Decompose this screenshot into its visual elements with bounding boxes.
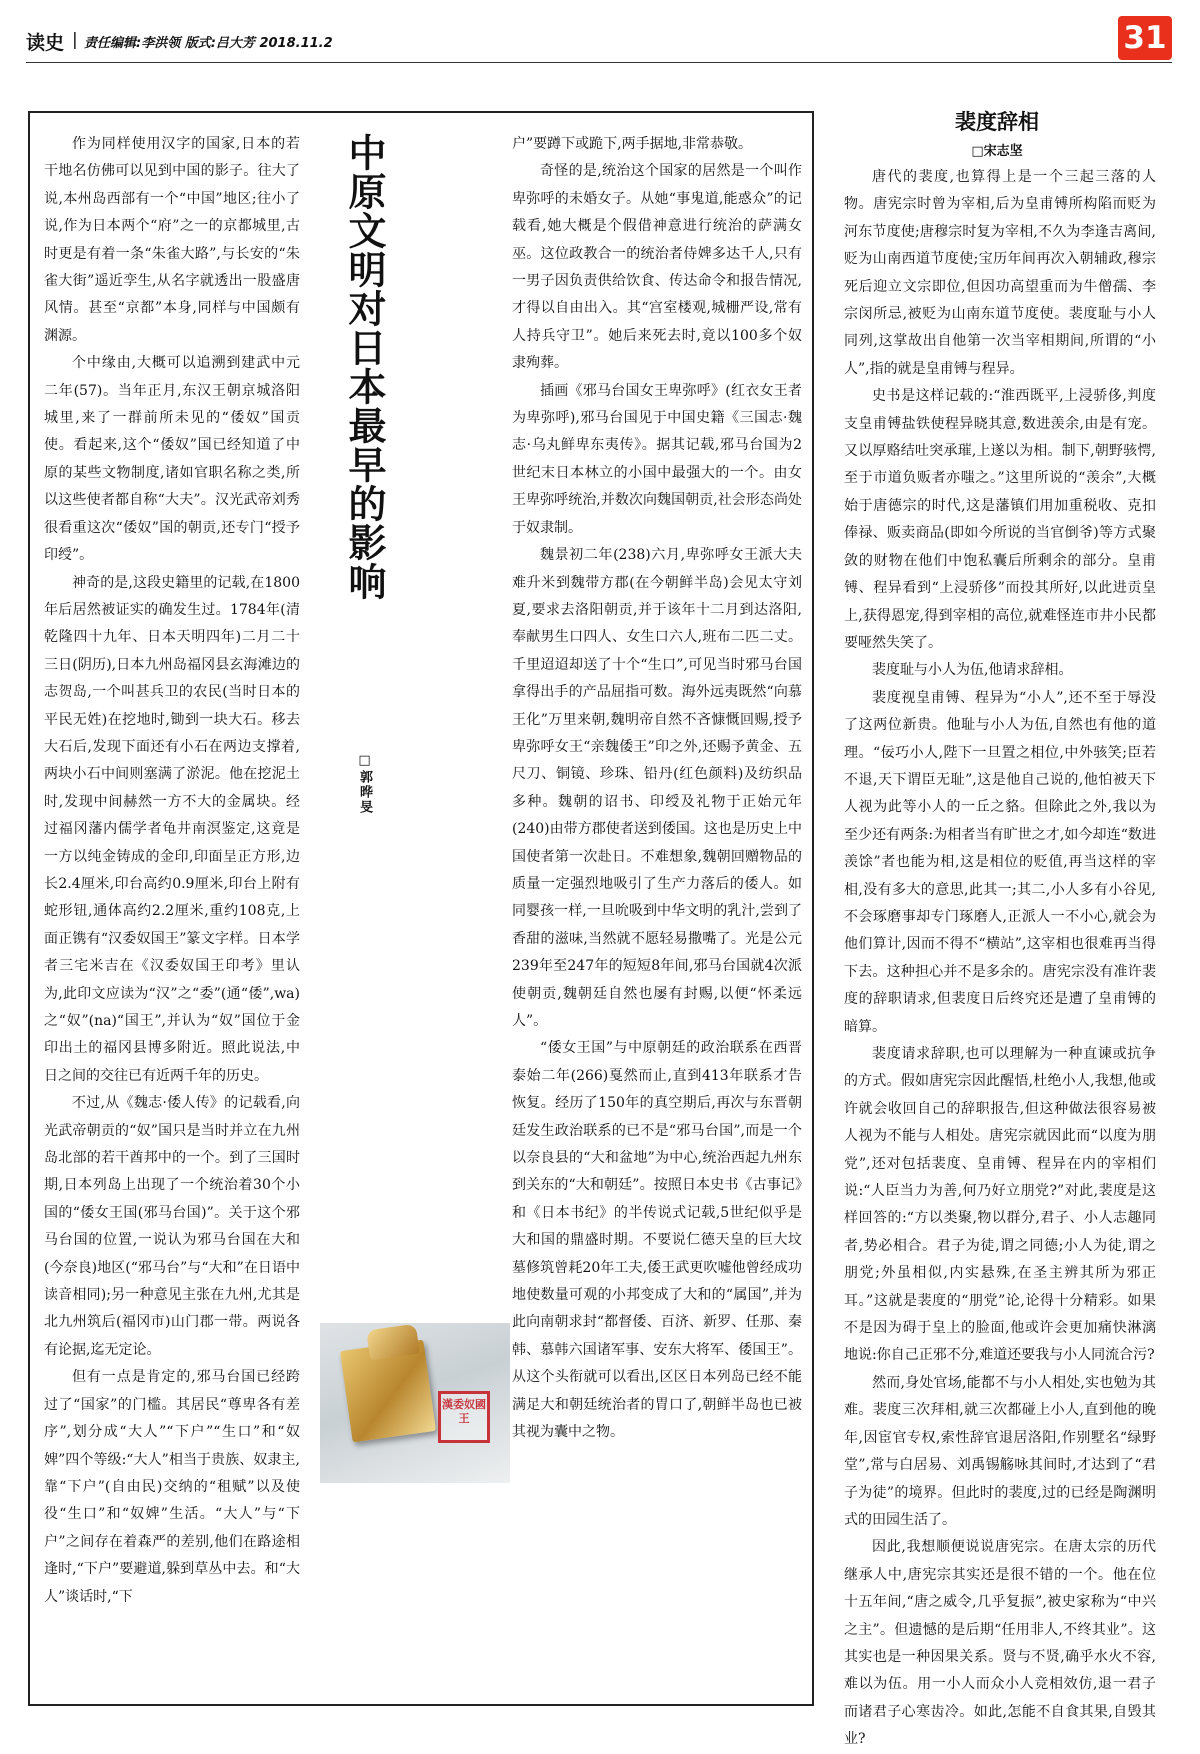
main-article-column-2	[512, 131, 802, 1447]
seal-impression-stamp	[438, 1391, 490, 1443]
paragraph: 然而,身处官场,能都不与小人相处,实也勉为其难。裴度三次拜相,就三次都碰上小人,直到他的晚年,因宦官专权,索性辞官退居洛阳,作别墅名“绿野堂”,常与白居易、刘禹锡觞咏其间时,才达到了“君子为徒”的境界。但此时的裴度,过的已经是陶渊明式的田园生活了。	[844, 1374, 1156, 1528]
main-article-author: □郭晔旻	[357, 753, 372, 815]
side-article-author: □宋志坚	[971, 144, 1023, 159]
paragraph: 因此,我想顺便说说唐宪宗。在唐太宗的历代继承人中,唐宪宗其实还是很不错的一个。他在位十五年间,“唐之威令,几乎复振”,被史家称为“中兴之主”。但遗憾的是后期“任用非人,不终其业”。这其实也是一种因果关系。贤与不贤,确乎水火不容,难以为伍。用一小人而众小人竞相效仿,退一君子而诸君子心寒齿冷。如此,怎能不自食其果,自毁其业?	[844, 1539, 1156, 1748]
paragraph: “倭女王国”与中原朝廷的政治联系在西晋泰始二年(266)戛然而止,直到413年联系才告恢复。经历了150年的真空期后,再次与东晋朝廷发生政治联系的已不是“邪马台国”,而是一个以奈良县的“大和盆地”为中心,统治西起九州东到关东的“大和朝廷”。按照日本史书《古事记》和《日本书纪》的半传说式记载,5世纪似乎是大和国的鼎盛时期。不要说仁德天皇的巨大坟墓修筑曾耗20年工夫,倭王武更吹嘘他曾经成功地使数量可观的小邦变成了大和的“属国”,并为此向南朝求封“都督倭、百济、新罗、任那、秦韩、慕韩六国诸军事、安东大将军、倭国王”。从这个头衔就可以看出,区区日本列岛已经不能满足大和朝廷统治者的胃口了,朝鲜半岛也已被其视为囊中之物。	[512, 1040, 802, 1441]
paragraph: 奇怪的是,统治这个国家的居然是一个叫作卑弥呼的未婚女子。从她“事鬼道,能惑众”的记载看,她大概是个假借神意进行统治的萨满女巫。这位政教合一的统治者侍婢多达千人,只有一男子因负责供给饮食、传达命令和报告情况,才得以自由出入。其“宫室楼观,城栅严设,常有人持兵守卫”。她后来死去时,竟以100多个奴隶殉葬。	[512, 163, 802, 372]
paragraph: 神奇的是,这段史籍里的记载,在1800年后居然被证实的确发生过。1784年(清乾隆四十九年、日本天明四年)二月二十三日(阴历),日本九州岛福冈县玄海滩边的志贺岛,一个叫甚兵卫的农民(当时日本的平民无姓)在挖地时,锄到一块大石。移去大石后,发现下面还有小石在两边支撑着,两块小石中间则塞满了淤泥。他在挖泥土时,发现中间赫然一方不大的金属块。经过福冈藩内儒学者龟井南溟鉴定,这竟是一方以纯金铸成的金印,印面呈正方形,边长2.4厘米,印台高约0.9厘米,印台上附有蛇形钮,通体高约2.2厘米,重约108克,上面正镌有“汉委奴国王”篆文字样。日本学者三宅米吉在《汉委奴国王印考》里认为,此印文应读为“汉”之“委”(通“倭”,wa)之“奴”(na)“国王”,并认为“奴”国位于金印出土的福冈县博多附近。照此说法,中日之间的交往已有近两千年的历史。	[44, 574, 300, 1084]
section-name: 读史	[26, 32, 65, 54]
paragraph: 唐代的裴度,也算得上是一个三起三落的人物。唐宪宗时曾为宰相,后为皇甫镈所构陷而贬为河东节度使;唐穆宗时复为宰相,不久为李逢吉离间,贬为山南西道节度使;宝历年间再次入朝辅政,穆宗死后迎立文宗即位,但因功高望重而为牛僧孺、李宗闵所忌,被贬为山南东道节度使。裴度耻与小人同列,这掌故出自他第一次当宰相期间,所谓的“小人”,指的就是皇甫镈与程异。	[844, 169, 1156, 377]
seal-impression-text: 漢委奴國王	[442, 1398, 486, 1425]
paragraph: 插画《邪马台国女王卑弥呼》(红衣女王者为卑弥呼),邪马台国见于中国史籍《三国志·魏志·乌丸鲜卑东夷传》。据其记载,邪马台国为2世纪末日本林立的小国中最强大的一个。由女王卑弥呼统治,并数次向魏国朝贡,社会形态尚处于奴隶制。	[512, 382, 802, 536]
paragraph: 魏景初二年(238)六月,卑弥呼女王派大夫难升米到魏带方郡(在今朝鲜半岛)会见太守刘夏,要求去洛阳朝贡,并于该年十二月到达洛阳,奉献男生口四人、女生口六人,班布二匹二丈。千里迢迢却送了十个“生口”,可见当时邪马台国拿得出手的产品屈指可数。海外远夷既然“向慕王化”万里来朝,魏明帝自然不吝慷慨回赐,授予卑弥呼女王“亲魏倭王”印之外,还赐予黄金、五尺刀、铜镜、珍珠、铅丹(红色颜料)及纺织品多种。魏朝的诏书、印绶及礼物于正始元年(240)由带方郡使者送到倭国。这也是历史上中国使者第一次赴日。不难想象,魏朝回赠物品的质量一定强烈地吸引了生产力落后的倭人。如同婴孩一样,一旦吮吸到中华文明的乳汁,尝到了香甜的滋味,当然就不愿轻易撒嘴了。光是公元239年至247年的短短8年间,邪马台国就4次派使朝贡,魏朝廷自然也屡有封赐,以便“怀柔远人”。	[512, 547, 802, 1029]
paragraph: 裴度视皇甫镈、程异为“小人”,还不至于辱没了这两位新贵。他耻与小人为伍,自然也有他的道理。“佞巧小人,陛下一旦置之相位,中外骇笑;臣若不退,天下谓臣无耻”,这是他自己说的,他怕被天下人视为此等小人的一丘之貉。但除此之外,我以为至少还有两条:为相者当有旷世之才,如今却连“数进羡馀”者也能为相,这是相位的贬值,再当这样的宰相,没有多大的意思,此其一;其二,小人多有小谷见,不会琢磨事却专门琢磨人,正派人一不小心,就会为他们算计,因而不得不“横站”,这宰相也很难再当得下去。这种担心并不是多余的。唐宪宗没有准许裴度的辞职请求,但裴度日后终究还是遭了皇甫镈的暗算。	[844, 689, 1156, 1035]
header-rule	[26, 62, 1172, 63]
main-article-box	[28, 111, 814, 1706]
gold-seal-photo	[320, 1323, 510, 1483]
page-number: 31	[1118, 16, 1172, 60]
header-separator: |	[72, 30, 78, 50]
main-article-title: 中原文明对日本最早的影响	[342, 133, 386, 601]
side-article-column	[844, 164, 1156, 1754]
paragraph: 不过,从《魏志·倭人传》的记载看,向光武帝朝贡的“奴”国只是当时并立在九州岛北部的若干酋邦中的一个。到了三国时期,日本列岛上出现了一个统治着30个小国的“倭女王国(邪马台国)”。关于这个邪马台国的位置,一说认为邪马台国在大和(今奈良)地区(“邪马台”与“大和”在日语中读音相同);另一种意见主张在九州,尤其是北九州筑后(福冈市)山门郡一带。两说各有论据,迄无定论。	[44, 1095, 300, 1358]
main-article-column-1	[44, 131, 300, 1611]
editor-credits: 责任编辑:李洪领 版式:吕大芳 2018.11.2	[84, 36, 333, 51]
paragraph: 作为同样使用汉字的国家,日本的若干地名仿佛可以见到中国的影子。往大了说,本州岛西部有一个“中国”地区;往小了说,作为日本两个“府”之一的京都城里,古时更是有着一条“朱雀大路”,与长安的“朱雀大街”遥近孪生,从名字就透出一股盛唐风情。甚至“京都”本身,同样与中国颇有渊源。	[44, 136, 300, 344]
paragraph: 个中缘由,大概可以追溯到建武中元二年(57)。当年正月,东汉王朝京城洛阳城里,来了一群前所未见的“倭奴”国贡使。看起来,这个“倭奴”国已经知道了中原的某些文物制度,诸如官职名称之类,所以这些使者都自称“大夫”。汉光武帝刘秀很看重这次“倭奴”国的朝贡,还专门“授予印绶”。	[44, 355, 300, 564]
paragraph: 裴度耻与小人为伍,他请求辞相。	[872, 662, 1073, 679]
page-header	[26, 28, 1080, 64]
side-article-title: 裴度辞相	[955, 110, 1039, 134]
paragraph: 但有一点是肯定的,邪马台国已经跨过了“国家”的门槛。其居民“尊卑各有差序”,划分成“大人”“下户”“生口”和“奴婢”四个等级:“大人”相当于贵族、奴隶主,靠“下户”(自由民)交纳的“租赋”以及使役“生口”和“奴婢”生活。“大人”与“下户”之间存在着森严的差别,他们在路途相逢时,“下户”要避道,躲到草丛中去。和“大人”谈话时,“下	[44, 1369, 300, 1605]
paragraph: 裴度请求辞职,也可以理解为一种直谏或抗争的方式。假如唐宪宗因此醒悟,杜绝小人,我想,他或许就会收回自己的辞职报告,但这种做法很容易被人视为不能与人相处。唐宪宗就因此而“以度为朋党”,还对包括裴度、皇甫镈、程异在内的宰相们说:“人臣当力为善,何乃好立朋党?”对此,裴度是这样回答的:“方以类聚,物以群分,君子、小人志趣同者,势必相合。君子为徒,谓之同德;小人为徒,谓之朋党;外虽相似,内实悬殊,在圣主辨其所为邪正耳。”这就是裴度的“朋党”论,论得十分精彩。如果不是因为碍于皇上的脸面,他或许会更加痛快淋漓地说:你自己正邪不分,难道还要我与小人同流合污?	[844, 1046, 1156, 1364]
paragraph: 史书是这样记载的:“淮西既平,上浸骄侈,判度支皇甫镈盐铁使程异晓其意,数进羡余,由是有宠。又以厚赂结吐突承璀,上遂以为相。制下,朝野骇愕,至于市道负贩者亦嗤之。”这里所说的“羡余”,大概始于唐德宗的时代,这是藩镇们用加重税收、克扣俸禄、贩卖商品(即如今所说的当官倒爷)等方式聚敛的财物在他们中饱私囊后所剩余的部分。皇甫镈、程异看到“上浸骄侈”而投其所好,以此进贡皇上,获得恩宠,得到宰相的高位,就难怪连市井小民都要哑然失笑了。	[844, 388, 1156, 651]
paragraph: 户”要蹲下或跪下,两手据地,非常恭敬。	[512, 136, 753, 152]
